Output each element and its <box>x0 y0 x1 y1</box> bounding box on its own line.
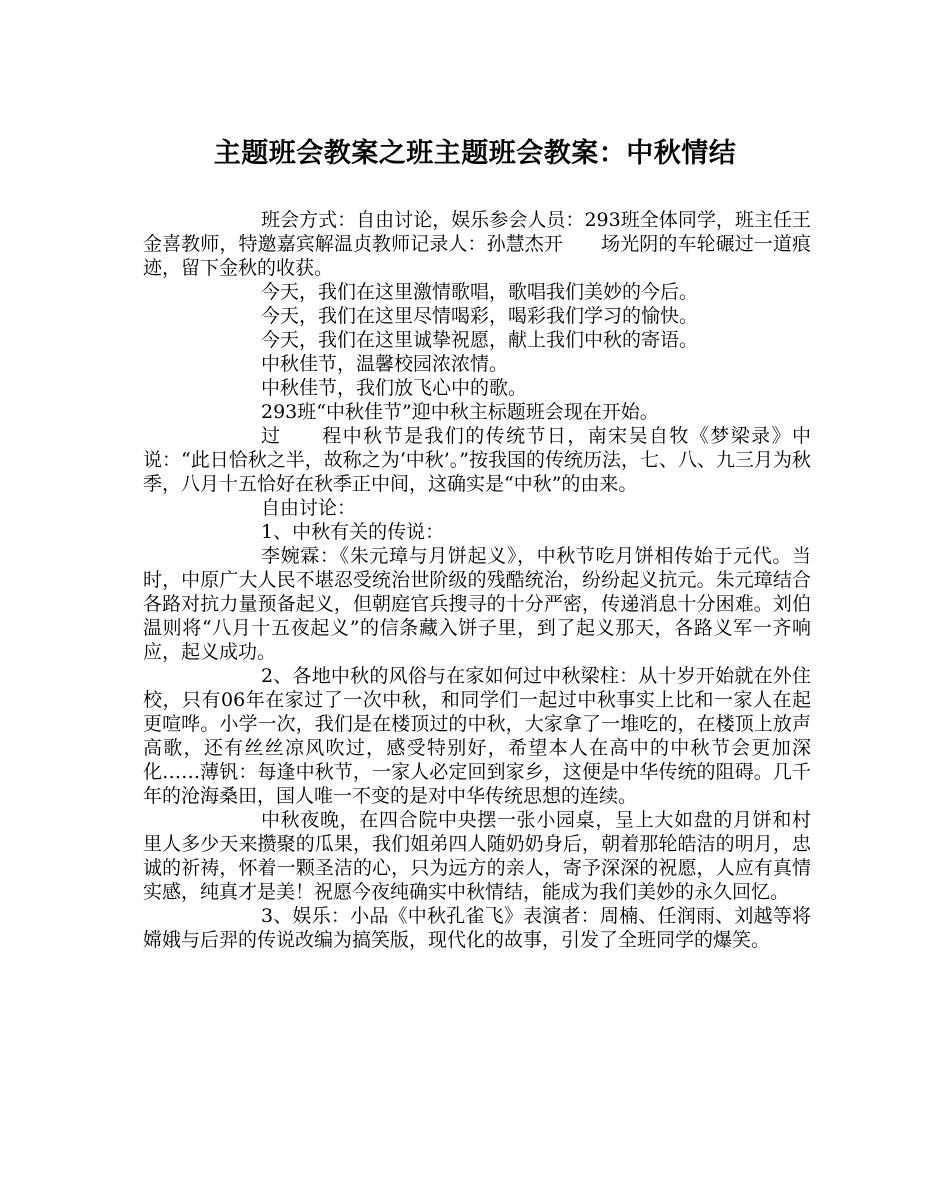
paragraph-cheer: 今天，我们在这里尽情喝彩，喝彩我们学习的愉快。 <box>261 305 699 327</box>
paragraph-meeting-info: 班会方式：自由讨论，娱乐参会人员：293班全体同学，班主任王金喜教师，特邀嘉宾解温贞教师记录人：孙慧杰开 场光阴的车轮碾过一道痕迹，留下金秋的收获。 <box>143 209 811 279</box>
document-body <box>143 208 811 952</box>
paragraph-sing: 今天，我们在这里激情歌唱，歌唱我们美妙的今后。 <box>261 281 699 303</box>
paragraph-festival-song: 中秋佳节，我们放飞心中的歌。 <box>261 377 528 399</box>
paragraph-entertainment: 3、娱乐：小品《中秋孔雀飞》表演者：周楠、任润雨、刘越等将嫦娥与后羿的传说改编为搞笑版，现代化的故事，引发了全班同学的爆笑。 <box>143 905 811 951</box>
document-title: 主题班会教案之班主题班会教案：中秋情结 <box>213 138 737 169</box>
paragraph-wish: 今天，我们在这里诚挚祝愿，献上我们中秋的寄语。 <box>261 329 699 351</box>
paragraph-festival-campus: 中秋佳节，温馨校园浓浓情。 <box>261 353 509 375</box>
paragraph-legend-heading: 1、中秋有关的传说： <box>261 521 445 543</box>
paragraph-opening: 293班“中秋佳节”迎中秋主标题班会现在开始。 <box>261 401 659 423</box>
paragraph-customs: 2、各地中秋的风俗与在家如何过中秋梁柱：从十岁开始就在外住校，只有06年在家过了一次中秋，和同学们一起过中秋事实上比和一家人在起更喧哗。小学一次，我们是在楼顶过的中秋，大家拿了一堆吃的，在楼顶上放声高歌，还有丝丝凉风吹过，感受特别好，希望本人在高中的中秋节会更加深化……薄钒：每逢中秋节，一家人必定回到家乡，这便是中华传统的阻碍。几千年的沧海桑田，国人唯一不变的是对中华传统思想的连续。 <box>143 665 811 807</box>
paragraph-legend: 李婉霖：《朱元璋与月饼起义》，中秋节吃月饼相传始于元代。当时，中原广大人民不堪忍受统治世阶级的残酷统治，纷纷起义抗元。朱元璋结合各路对抗力量预备起义，但朝庭官兵搜寻的十分严密，传递消息十分困难。刘伯温则将“八月十五夜起义”的信条藏入饼子里，到了起义那天，各路义军一齐响应，起义成功。 <box>143 545 811 663</box>
paragraph-night: 中秋夜晚，在四合院中央摆一张小园桌，呈上大如盘的月饼和村里人多少天来攒聚的瓜果，我们姐弟四人随奶奶身后，朝着那轮皓洁的明月，忠诚的祈祷，怀着一颗圣洁的心，只为远方的亲人，寄予深深的祝愿，人应有真情实感，纯真才是美！祝愿今夜纯确实中秋情结，能成为我们美妙的永久回忆。 <box>143 809 811 903</box>
paragraph-discussion-heading: 自由讨论： <box>261 497 357 519</box>
paragraph-process: 过 程中秋节是我们的传统节日，南宋吴自牧《梦梁录》中说：“此日恰秋之半，故称之为‘中秋’。”按我国的传统历法，七、八、九三月为秋季，八月十五恰好在秋季正中间，这确实是“中秋”的由来。 <box>143 425 812 495</box>
